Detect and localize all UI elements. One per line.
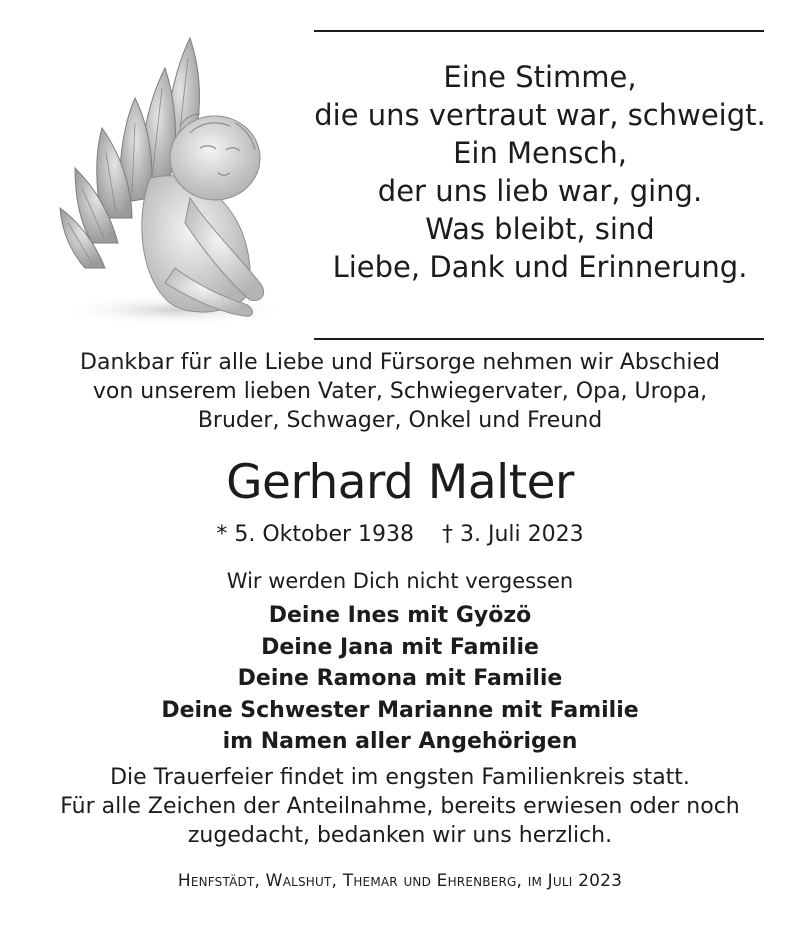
notice-line: Die Trauerfeier findet im engsten Familienkreis statt. [110,765,690,790]
notice-line: Für alle Zeichen der Anteilnahme, bereits erwiesen oder noch [60,794,740,819]
deceased-name: Gerhard Malter [226,455,574,510]
intro-line: von unserem lieben Vater, Schwiegervater, Opa, Uropa, [92,379,708,404]
family-signatures [0,600,800,758]
death-date: † 3. Juli 2023 [442,522,584,547]
poem-line: Ein Mensch, [453,136,627,170]
family-line: Deine Ines mit Gyözö [268,603,532,628]
family-line: im Namen aller Angehörigen [222,729,578,754]
poem-line: der uns lieb war, ging. [377,174,703,208]
sleeping-angel-image [40,28,280,328]
bottom-rule [314,338,764,340]
notice-line: zugedacht, bedanken wir uns herzlich. [187,823,613,848]
place-and-date: Henfstädt, Walshut, Themar und Ehrenberg, im Juli 2023 [177,871,623,891]
intro-line: Bruder, Schwager, Onkel und Freund [197,408,603,433]
intro-text [0,348,800,435]
poem-line: Liebe, Dank und Erinnerung. [332,250,748,284]
birth-date: * 5. Oktober 1938 [216,522,415,547]
top-rule [314,30,764,32]
family-line: Deine Schwester Marianne mit Familie [161,697,639,723]
intro-line: Dankbar für alle Liebe und Fürsorge nehmen wir Abschied [80,350,720,375]
poem-line: die uns vertraut war, schweigt. [314,98,766,132]
funeral-notice [0,763,800,850]
life-dates [0,520,800,550]
poem-line: Was bleibt, sind [425,212,655,246]
poem-line: Eine Stimme, [443,60,637,94]
family-line: Deine Jana mit Familie [261,634,539,660]
farewell-line: Wir werden Dich nicht vergessen [226,569,574,593]
family-line: Deine Ramona mit Familie [237,666,563,691]
poem [300,58,780,286]
